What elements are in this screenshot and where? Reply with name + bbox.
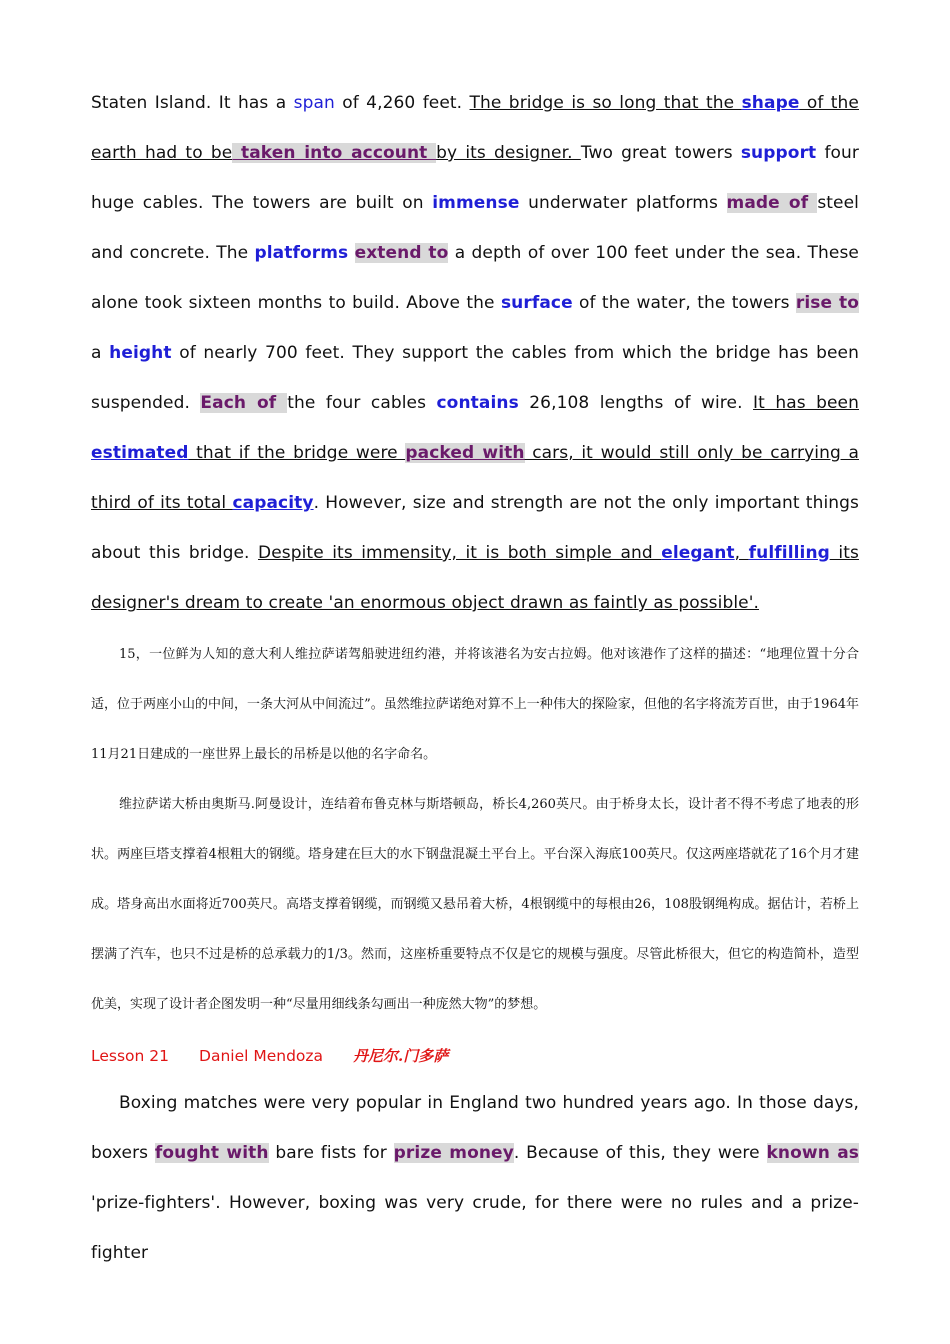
keyword-fulfilling: fulfilling <box>748 543 830 563</box>
text: of the water, the towers <box>572 293 796 313</box>
text: 'prize-fighters'. However, boxing was very crude, for there were no rules and a prize-fighter <box>91 1193 859 1263</box>
text: 26,108 lengths of wire. <box>518 393 754 413</box>
phrase-extend-to: extend to <box>354 243 449 263</box>
chinese-paragraph-2: 维拉萨诺大桥由奥斯马.阿曼设计，连结着布鲁克林与斯塔顿岛，桥长4,260英尺。由于桥身太长，设计者不得不考虑了地表的形状。两座巨塔支撑着4根粗大的钢缆。塔身建在巨大的水下钢盘混凝土平台上。平台深入海底100英尺。仅这两座塔就花了16个月才建成。塔身高出水面将近700英尺。高塔支撑着钢缆，而钢缆又悬吊着大桥，4根钢缆中的每根由26，108股钢绳构成。据估计，若桥上摆满了汽车，也只不过是桥的总承载力的1/3。然而，这座桥重要特点不仅是它的规模与强度。尽管此桥很大，但它的构造简朴，造型优美，实现了设计者企图发明一种“尽量用细线条勾画出一种庞然大物”的梦想。 <box>91 797 859 1012</box>
text: the four cables <box>287 393 437 413</box>
text: a <box>91 343 110 363</box>
text: . However, size and strength are not the only important things about this bridge. <box>91 493 859 563</box>
text: steel and concrete. The <box>91 193 859 263</box>
english-paragraph-1 <box>91 78 859 628</box>
underlined-text: of the earth had to be <box>91 93 859 163</box>
underlined-text: its designer's dream to create 'an enormous object drawn as faintly as possible'. <box>91 543 859 613</box>
text: Staten Island. It has a <box>91 93 294 113</box>
underlined-text: that if the bridge were <box>188 443 406 463</box>
keyword-platforms: platforms <box>254 243 349 263</box>
chinese-translation <box>91 630 859 1030</box>
text: bare fists for <box>268 1143 394 1163</box>
phrase-rise-to: rise to <box>795 293 859 313</box>
text: . Because of this, they were <box>513 1143 767 1163</box>
keyword-immense: immense <box>432 193 520 213</box>
lesson-number: Lesson 21 <box>91 1047 170 1065</box>
keyword-span: span <box>293 93 335 113</box>
keyword-support: support <box>740 143 817 163</box>
lesson-heading <box>91 1038 859 1074</box>
text: four huge cables. The towers are built on <box>91 143 859 213</box>
underlined-text: by its designer. <box>436 143 581 163</box>
underlined-text: Despite its immensity, it is both simple and <box>258 543 662 563</box>
phrase-prize-money: prize money <box>393 1143 514 1163</box>
english-paragraph-2 <box>91 1078 859 1278</box>
keyword-elegant: elegant <box>661 543 735 563</box>
underlined-text: The bridge is so long that the <box>469 93 742 113</box>
phrase-taken-into-account: taken into account <box>232 143 437 163</box>
phrase-each-of: Each of <box>200 393 288 413</box>
lesson-chinese-title: 丹尼尔.门多萨 <box>353 1047 449 1065</box>
keyword-surface: surface <box>500 293 573 313</box>
phrase-packed-with: packed with <box>405 443 525 463</box>
underlined-text: , <box>734 543 749 563</box>
text: a depth of over 100 feet under the sea. These alone took sixteen months to build. Above the <box>91 243 859 313</box>
text: underwater platforms <box>519 193 727 213</box>
text <box>348 243 354 263</box>
chinese-paragraph-1: 15，一位鲜为人知的意大利人维拉萨诺驾船驶进纽约港，并将该港名为安古拉姆。他对该港作了这样的描述：“地理位置十分合适，位于两座小山的中间，一条大河从中间流过”。虽然维拉萨诺绝对算不上一种伟大的探险家，但他的名字将流芳百世，由于1964年11月21日建成的一座世界上最长的吊桥是以他的名字命名。 <box>91 647 859 762</box>
text: of nearly 700 feet. They support the cables from which the bridge has been suspended. <box>91 343 859 413</box>
keyword-capacity: capacity <box>232 493 314 513</box>
keyword-shape: shape <box>741 93 800 113</box>
phrase-made-of: made of <box>726 193 818 213</box>
keyword-height: height <box>109 343 172 363</box>
keyword-contains: contains <box>436 393 519 413</box>
phrase-known-as: known as <box>766 1143 859 1163</box>
keyword-estimated: estimated <box>91 443 189 463</box>
text: of 4,260 feet. <box>334 93 470 113</box>
text: Boxing matches were very popular in England two hundred years ago. In those days, boxers <box>91 1093 859 1163</box>
lesson-title: Daniel Mendoza <box>199 1047 324 1065</box>
text: Two great towers <box>580 143 741 163</box>
phrase-fought-with: fought with <box>154 1143 269 1163</box>
document-page <box>91 78 859 1278</box>
underlined-text: It has been <box>753 393 859 413</box>
underlined-text: cars, it would still only be carrying a third of its total <box>91 443 859 513</box>
